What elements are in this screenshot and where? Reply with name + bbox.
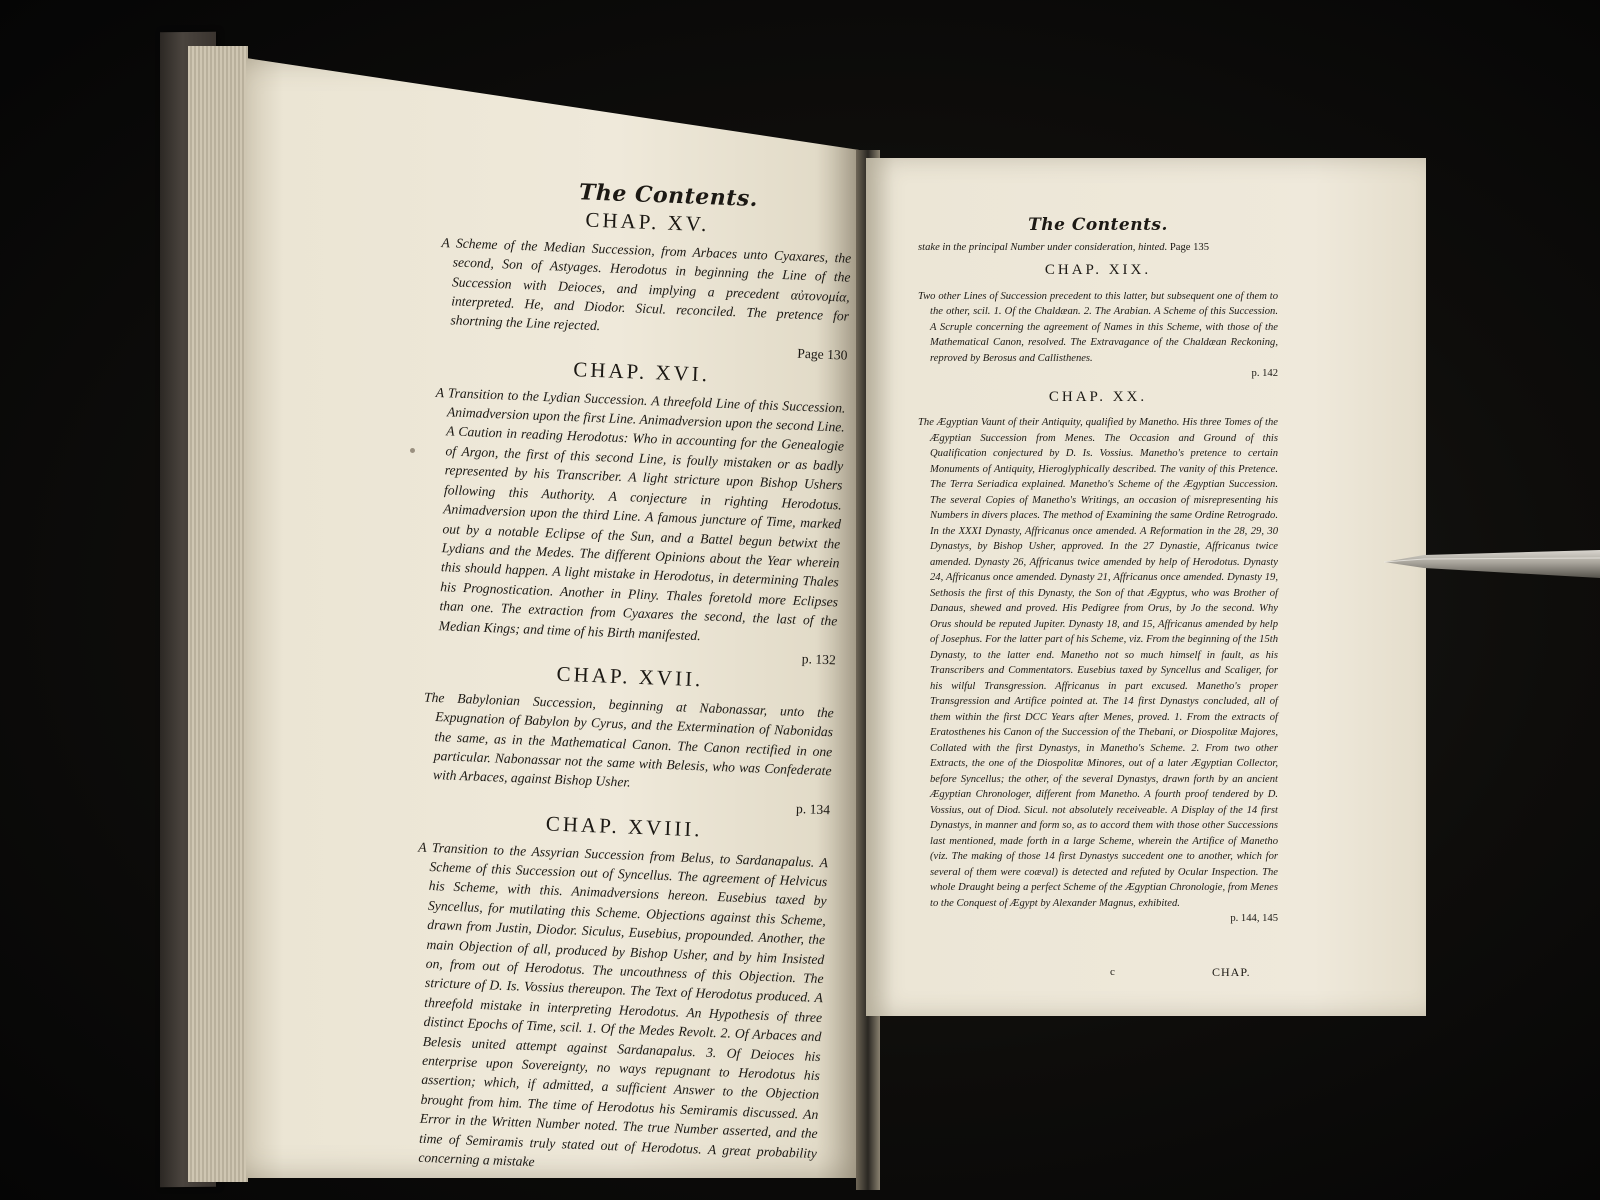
left-running-head: The Contents. — [578, 179, 759, 213]
chapter-summary — [426, 383, 846, 670]
catchword: CHAP. — [1212, 965, 1251, 979]
paper-spot — [410, 448, 415, 453]
chapter-heading: CHAP. XX. — [1048, 388, 1148, 405]
chapter-heading: CHAP. XVIII. — [545, 811, 704, 842]
page-block-edges — [188, 46, 248, 1182]
page-reference: p. 144, 145 — [1230, 913, 1278, 924]
chapter-summary-text: The Babylonian Succession, beginning at Nabonassar, unto the Expugnation of Babylon by Cyrus, and the Extermination of Nabonidas the same, as in the Mathematical Canon. The Canon rectified in one particular. Nabonassar not the same with Belesis, who was Confederate with Arbaces, against Bishop Usher. — [423, 689, 835, 790]
chapter-summary-text: The Ægyptian Vaunt of their Antiquity, qualified by Manetho. His three Tomes of the Ægyptian Succession from Menes. The Occasion and Ground of this Qualification conjectured by D. Is. Vossius. Manetho's pretence to certain Monuments of Antiquity, Hieroglyphically described. The vanity of this Pretence. The Terra Seriadica explained. Manetho's Scheme of the Ægyptian Succession. The several Copies of Manetho's Writings, an occasion of misrepresenting his Numbers in divers places. The method of Examining the same Ordine Retrogrado. In the XXXI Dynasty, Affricanus once amended. A Reformation in the 28, 29, 30 Dynastys, by Bishop Usher, approved. In the 27 Dynastie, Affricanus twice amended. Dynasty 26, Affricanus twice amended by help of Herodotus. Dynasty 24, Affricanus once amended. Dynasty 21, Affricanus once amended. Dynasty 19, Sethosis the first of this Dynasty, the Son of that Ægyptus, who was Brother of Danaus, shewed and proved. His Pedigree from Orus, by Jo the second. Why Orus should be reputed Jupiter. Dynasty 18, and 15, Affricanus amended by help of Josephus. For the latter part of his Scheme, viz. From the beginning of the 15th Dynasty, to the latter end. Manetho not so much himself in fault, as his Transcribers and Commentators. Eusebius taxed by Syncellus and Scaliger, for his wilful Transgression. Affricanus in part excused. Manetho's proper Transgression and Artifice pointed at. The 14 first Dynastys concluded, all of them within the first DCC Years after Menes, proved. 1. From the extracts of Eratosthenes his Canon of the Succession of the Thebani, or Diospolitæ Majores, Collated with the first Dynastys, in Manetho's Scheme. 2. From two other Extracts, the one of the Diospolitæ Minores, out of a later Ægyptian Collector, before Syncellus; the other, of the several Dynastys, drawn forth by an ancient Ægyptian Chronologer, different from Manetho. A fourth proof tendered by D. Vossius, out of Diod. Sicul. not absolutely receiveable. A Display of the 14 first Dynastys, in manner and form so, as to accord them with those other Successions last mentioned, made forth in a large Scheme, wherein the Artifice of Manetho (viz. The making of those 14 first Dynastys succedent one to another, which for several of them were coæval) is detected and refuted by Ocular Inspection. The whole Draught being a perfect Scheme of the Ægyptian Chronologie, from Menes to the Conquest of Ægypt by Alexander Magnus, exhibited. — [918, 417, 1278, 909]
chapter-heading: CHAP. XV. — [584, 207, 710, 237]
page-reference: p. 142 — [1251, 368, 1278, 379]
chapter-summary-text: A Transition to the Assyrian Succession from Belus, to Sardanapalus. A Scheme of this Succession out of Syncellus. The agreement of Helvicus his Scheme, with this. Animadversions hereon. Eusebius taxed by Syncellus, for mutilating this Scheme. Objections against this Scheme, drawn from Justin, Diodor. Siculus, Eusebius, propounded. Another, the main Objection of all, produced by Bishop Usher, and by him Insisted on, from out of Herodotus. The uncouthness of this Objection. The stricture of D. Is. Vossius thereupon. The Text of Herodotus produced. A threefold mistake in interpreting Herodotus. An Hypothesis of three distinct Epochs of Time, scil. 1. Of the Medes Revolt. 2. Of Arbaces and Belesis united attempt against Sardanapalus. 3. Of Deioces his enterprise upon Sovereignty, no ways repugnant to Herodotus his assertion; which, if admitted, a sufficient Answer to the Objection brought from him. The time of Herodotus his Semiramis discussed. An Error in the Written Number noted. The true Number asserted, and the time of Semiramis truly stated out of Herodotus. A great probability concerning a mistake — [418, 839, 829, 1170]
continued-summary-text: stake in the principal Number under consideration, hinted. — [918, 241, 1168, 253]
page-reference: Page 135 — [1169, 241, 1210, 253]
chapter-heading: CHAP. XVI. — [572, 357, 711, 387]
chapter-summary — [437, 233, 851, 365]
page-reference: p. 134 — [795, 800, 831, 818]
right-page-text — [918, 215, 1278, 927]
page-reference: p. 132 — [801, 651, 837, 668]
chapter-summary-text: Two other Lines of Succession precedent to this latter, but subsequent one of them to the other, scil. 1. Of the Chaldæan. 2. The Arabian. A Scheme of this Succession. A Scruple concerning the agreement of Names in this Scheme, with those of the Mathematical Canon, resolved. The Extravagance of the Chaldæan Reckoning, reproved by Berosus and Callisthenes. — [918, 290, 1278, 364]
chapter-heading: CHAP. XVII. — [556, 662, 704, 692]
chapter-summary — [406, 837, 828, 1182]
right-running-head: The Contents. — [1028, 215, 1168, 235]
pointer-blade — [1384, 548, 1600, 580]
chapter-summary-text: A Transition to the Lydian Succession. A threefold Line of this Succession. Animadversion upon the first Line. Animadversion upon the second Line. A Caution in reading Herodotus: Who in accounting for the Genealogie of Argon, the first of this second Line, is foully mistaken or as badly represented by his Transcriber. A light stricture upon Bishop Ushers following this Authority. A conjecture in righting Herodotus. Animadversion upon the third Line. A famous juncture of Time, marked out by a notable Eclipse of the Sun, and a Battel begun betwixt the Lydians and the Medes. The different Opinions about the Year wherein this should happen. A light mistake in Herodotus, in determining Thales his Prognostication. Another in Pliny. Thales foretold more Eclipses than one. The extraction from Cyaxares the second, the last of the Median Kings; and time of his Birth manifested. — [435, 384, 846, 643]
chapter-summary — [918, 415, 1278, 927]
continued-summary — [918, 240, 1278, 256]
signature-mark: c — [1110, 966, 1115, 978]
chapter-heading: CHAP. XIX. — [1044, 262, 1152, 278]
chapter-summary-text: A Scheme of the Median Succession, from Arbaces unto Cyaxares, the second, Son of Astyages. Herodotus in beginning the Line of the Succession with Deioces, and implying a precedent αὐτονομία, interpreted. He, and Diodor. Sicul. reconciled. The pretence for shortning the Line rejected. — [441, 234, 852, 334]
chapter-summary — [420, 687, 834, 819]
chapter-summary — [918, 289, 1278, 382]
left-page-text — [406, 178, 854, 1183]
page-reference: Page 130 — [797, 345, 848, 363]
